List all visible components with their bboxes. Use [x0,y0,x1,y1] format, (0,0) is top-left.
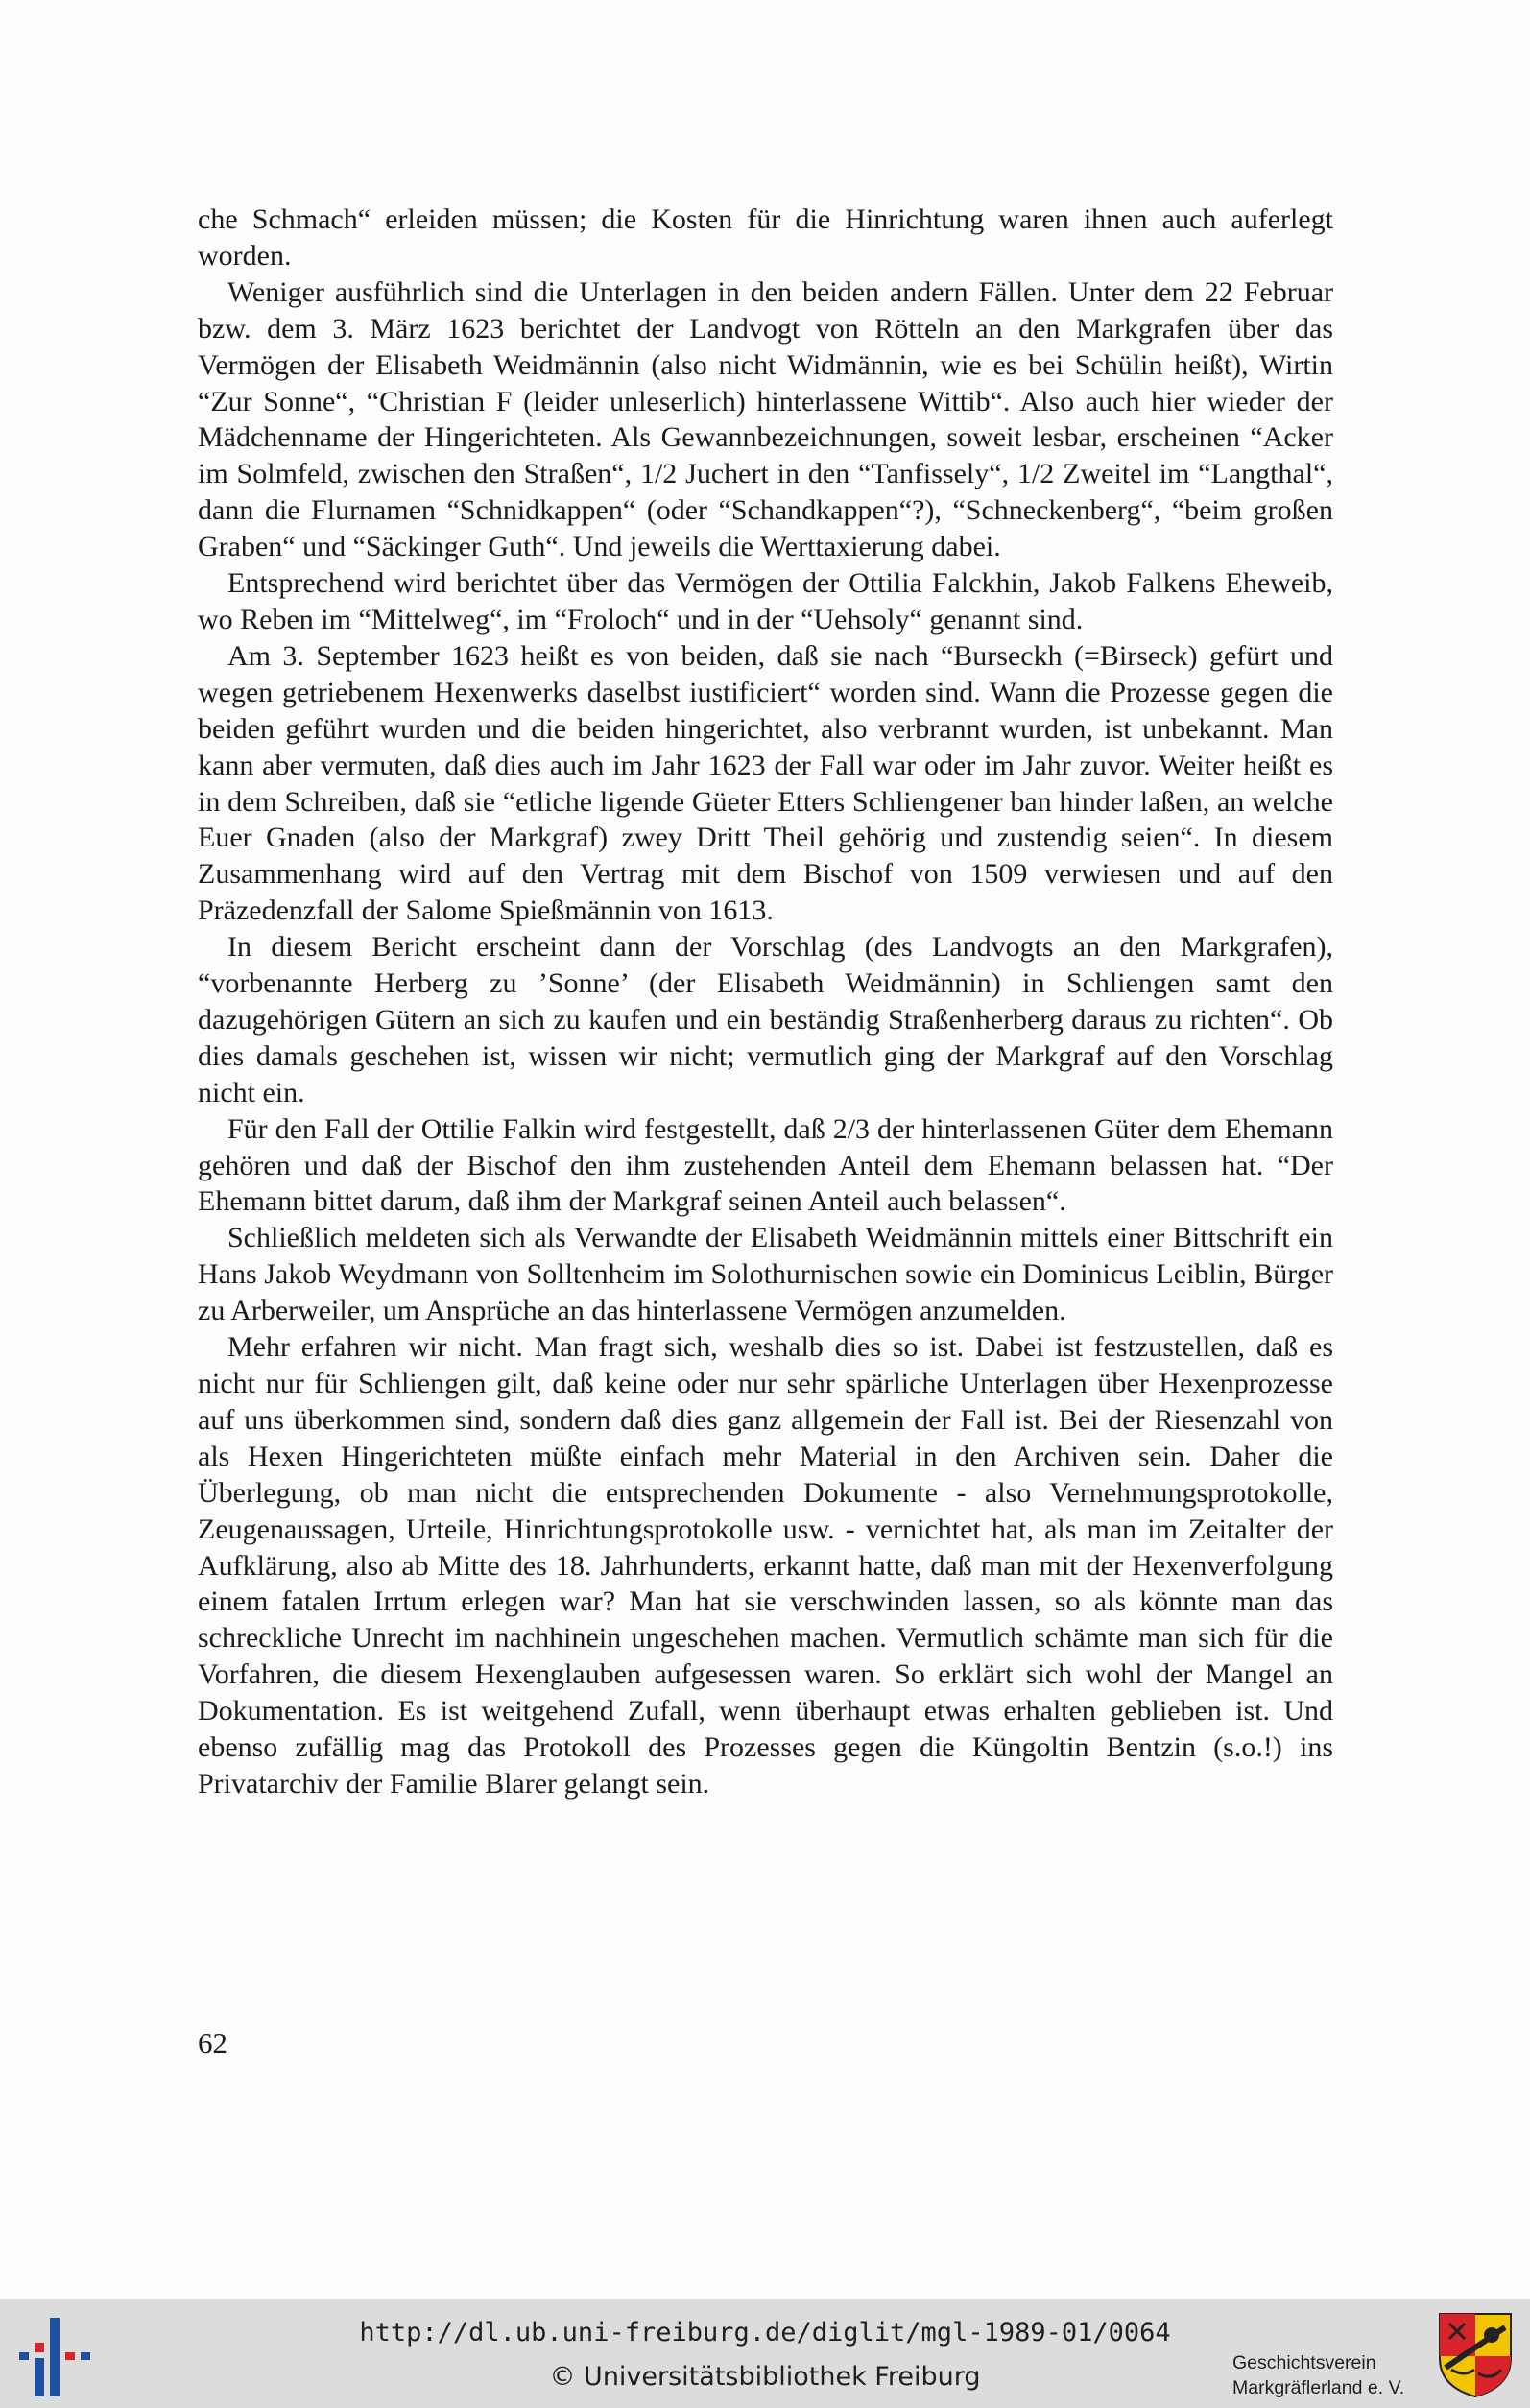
society-line-2: Markgräflerland e. V. [1232,2377,1405,2398]
footer-bar [0,2299,1530,2408]
paragraph: Schließlich meldeten sich als Verwandte der Elisabeth Weidmännin mittels einer Bittschrift ein Hans Jakob Weydmann von Solltenheim im Solothurnischen sowie ein Dominicus Leiblin, Bürger zu Arberweiler, um Ansprüche an das hinterlassene Vermögen anzumelden. [198,1222,1333,1327]
paragraph: Für den Fall der Ottilie Falkin wird festgestellt, daß 2/3 der hinterlassenen Güter dem Ehemann gehören und daß der Bischof den ihm zustehenden Anteil dem Ehemann belassen hat. “Der Ehemann bittet darum, daß ihm der Markgraf seinen Anteil auch belassen“. [198,1112,1333,1218]
paragraph: Weniger ausführlich sind die Unterlagen in den beiden andern Fällen. Unter dem 22 Februar bzw. dem 3. März 1623 berichtet der Landvogt von Rötteln an den Markgrafen über das Vermögen der Elisabeth Weidmännin (also nicht Widmännin, wie es bei Schülin heißt), Wirtin “Zur Sonne“, “Christian F (leider unleserlich) hinterlassene Wittib“. Also auch hier wieder der Mädchenname der Hingerichteten. Als Gewannbezeichnungen, soweit lesbar, erscheinen “Acker im Solmfeld, zwischen den Straßen“, 1/2 Juchert in den “Tanfissely“, 1/2 Zweitel im “Langthal“, dann die Flurnamen “Schnidkappen“ (oder “Schandkappen“?), “Schneckenberg“, “beim großen Graben“ und “Säckinger Guth“. Und jeweils die Werttaxierung dabei. [198,275,1333,563]
paragraph: Entsprechend wird berichtet über das Vermögen der Ottilia Falckhin, Jakob Falkens Eheweib, wo Reben im “Mittelweg“, im “Froloch“ und in der “Uehsoly“ genannt sind. [198,567,1333,635]
body-text [198,202,1333,1802]
copyright-notice: © Universitätsbibliothek Freiburg [549,2362,981,2392]
society-name [1232,2350,1404,2400]
permalink[interactable]: http://dl.ub.uni-freiburg.de/diglit/mgl-1989-01/0064 [359,2318,1171,2348]
coat-of-arms-icon[interactable] [1436,2310,1515,2398]
paragraph: Am 3. September 1623 heißt es von beiden, daß sie nach “Burseckh (=Birseck) gefürt und wegen getriebenem Hexenwerks daselbst iustificiert“ worden sind. Wann die Prozesse gegen die beiden geführt wurden und die beiden hingerichtet, also verbrannt wurden, ist unbekannt. Man kann aber vermuten, daß dies auch im Jahr 1623 der Fall war oder im Jahr zuvor. Weiter heißt es in dem Schreiben, daß sie “etliche ligende Güeter Etters Schliengener ban hinder laßen, an welche Euer Gnaden (also der Markgraf) zwey Dritt Theil gehörig und zustendig seien“. In diesem Zusammenhang wird auf den Vertrag mit dem Bischof von 1509 verwiesen und auf den Präzedenzfall der Salome Spießmännin von 1613. [198,639,1333,927]
society-line-1: Geschichtsverein [1232,2352,1376,2373]
page-number: 62 [198,2026,227,2060]
paragraph: Mehr erfahren wir nicht. Man fragt sich, weshalb dies so ist. Dabei ist festzustellen, daß es nicht nur für Schliengen gilt, daß keine oder nur sehr spärliche Unterlagen über Hexenprozesse auf uns überkommen sind, sondern daß dies ganz allgemein der Fall ist. Bei der Riesenzahl von als Hexen Hingerichteten müßte einfach mehr Material in den Archiven sein. Daher die Überlegung, ob man nicht die entsprechenden Dokumente - also Vernehmungsprotokolle, Zeugenaussagen, Urteile, Hinrichtungsprotokolle usw. - vernichtet hat, als man im Zeitalter der Aufklärung, also ab Mitte des 18. Jahrhunderts, erkannt hatte, daß man mit der Hexenverfolgung einem fatalen Irrtum erlegen war? Man hat sie verschwinden lassen, so als könnte man das schreckliche Unrecht im nachhinein ungeschehen machen. Vermutlich schämte man sich für die Vorfahren, die diesem Hexenglauben aufgesessen waren. So erklärt sich wohl der Mangel an Dokumentation. Es ist weitgehend Zufall, wenn überhaupt etwas erhalten geblieben ist. Und ebenso zufällig mag das Protokoll des Prozesses gegen die Küngoltin Bentzin (s.o.!) ins Privatarchiv der Familie Blarer gelangt sein. [198,1331,1333,1800]
paragraph: In diesem Bericht erscheint dann der Vorschlag (des Landvogts an den Markgrafen), “vorbenannte Herberg zu ’Sonne’ (der Elisabeth Weidmännin) in Schliengen samt den dazugehörigen Gütern an sich zu kaufen und ein beständig Straßenherberg daraus zu richten“. Ob dies damals geschehen ist, wissen wir nicht; vermutlich ging der Markgraf auf den Vorschlag nicht ein. [198,931,1333,1109]
paragraph: che Schmach“ erleiden müssen; die Kosten für die Hinrichtung waren ihnen auch auferlegt worden. [198,203,1333,272]
